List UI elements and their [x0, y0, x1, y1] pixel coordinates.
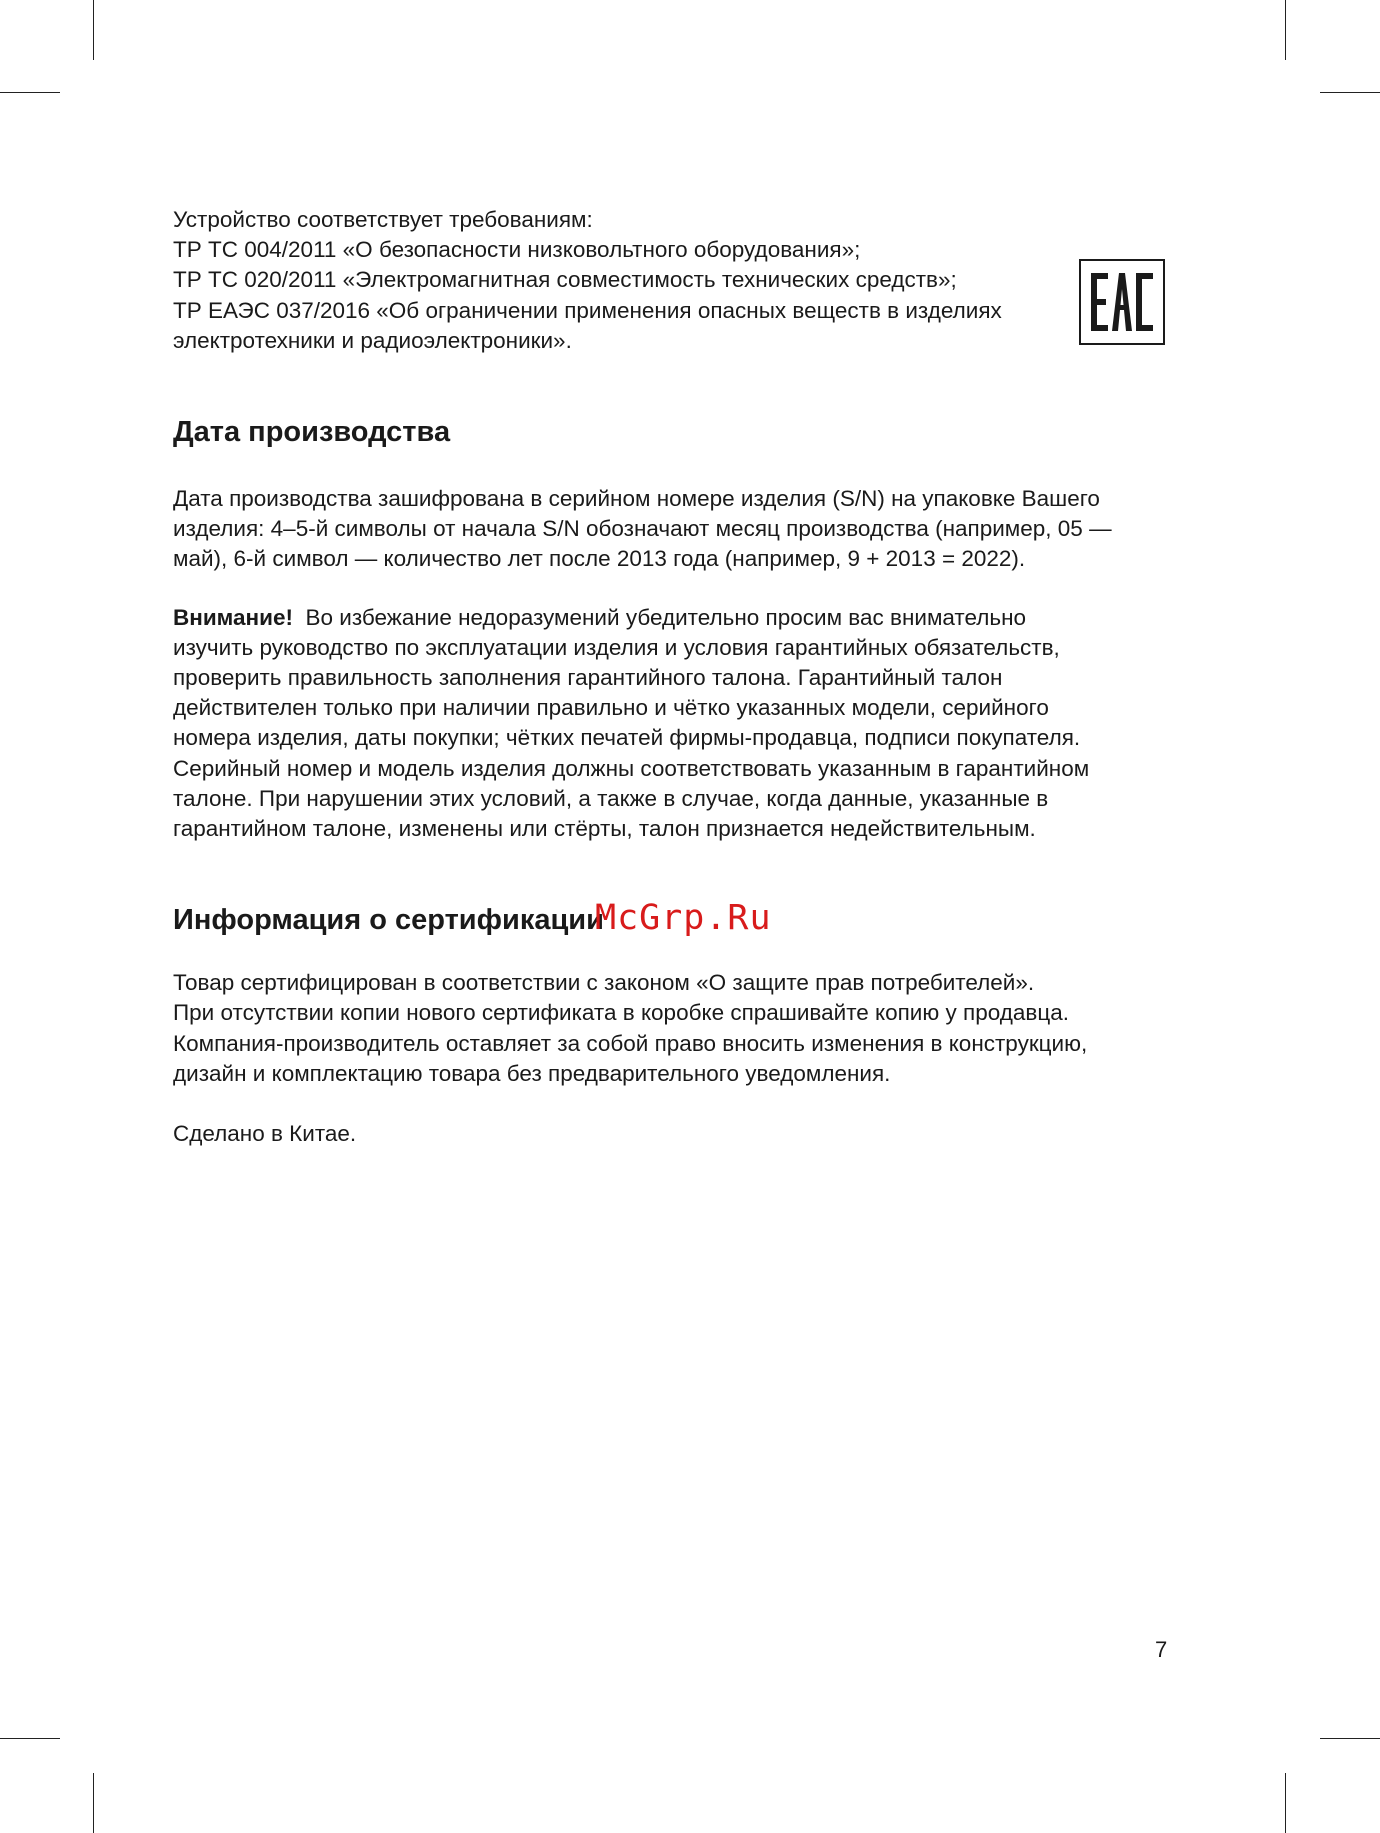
- requirements-line: ТР ТС 004/2011 «О безопасности низковольтного оборудования»;: [173, 237, 861, 263]
- requirements-paragraph: [173, 205, 1173, 356]
- warning-line: изучить руководство по эксплуатации изделия и условия гарантийных обязательств,: [173, 634, 1060, 660]
- made-in-text: Сделано в Китае.: [173, 1121, 357, 1147]
- page-content: [173, 205, 1173, 1149]
- requirements-section: [173, 205, 1173, 356]
- crop-mark-bottom-left-vertical: [93, 1773, 94, 1833]
- warning-line: номера изделия, даты покупки; чётких печатей фирмы-продавца, подписи покупателя.: [173, 725, 1081, 751]
- crop-mark-top-left-horizontal: [0, 92, 60, 93]
- page-number: 7: [1155, 1637, 1168, 1662]
- certification-paragraph: [173, 968, 1173, 1089]
- crop-mark-top-left-vertical: [93, 0, 94, 60]
- certification-line: дизайн и комплектацию товара без предварительного уведомления.: [173, 1060, 891, 1086]
- warning-line: гарантийном талоне, изменены или стёрты, талон признается недействительным.: [173, 816, 1036, 842]
- eac-conformity-mark-icon: [1079, 259, 1165, 345]
- warning-line: проверить правильность заполнения гарантийного талона. Гарантийный талон: [173, 665, 1003, 691]
- requirements-line: Устройство соответствует требованиям:: [173, 207, 593, 232]
- crop-mark-bottom-left-horizontal: [0, 1738, 60, 1739]
- requirements-line: электротехники и радиоэлектроники».: [173, 327, 572, 353]
- certification-line: При отсутствии копии нового сертификата в коробке спрашивайте копию у продавца.: [173, 1000, 1069, 1026]
- warning-first-line: [173, 603, 1173, 633]
- crop-mark-bottom-right-vertical: [1285, 1773, 1286, 1833]
- warning-paragraph: [173, 603, 1173, 845]
- certification-line: Компания-производитель оставляет за собой право вносить изменения в конструкцию,: [173, 1030, 1088, 1056]
- requirements-line: ТР ЕАЭС 037/2016 «Об ограничении применения опасных веществ в изделиях: [173, 297, 1002, 323]
- production-date-paragraph: [173, 484, 1173, 575]
- certification-heading: [173, 898, 1173, 939]
- production-date-heading: Дата производства: [173, 416, 451, 449]
- warning-label: Внимание!: [173, 604, 293, 630]
- crop-mark-bottom-right-horizontal: [1320, 1738, 1380, 1739]
- warning-first-line-text: Во избежание недоразумений убедительно просим вас внимательно: [305, 604, 1027, 630]
- crop-mark-top-right-vertical: [1285, 0, 1286, 60]
- crop-mark-top-right-horizontal: [1320, 92, 1380, 93]
- production-date-line: май), 6-й символ — количество лет после 2013 года (например, 9 + 2013 = 2022).: [173, 546, 1026, 572]
- production-date-line: Дата производства зашифрована в серийном номере изделия (S/N) на упаковке Вашего: [173, 486, 1100, 512]
- certification-line: Товар сертифицирован в соответствии с законом «О защите прав потребителей».: [173, 970, 1035, 996]
- warning-line: Серийный номер и модель изделия должны соответствовать указанным в гарантийном: [173, 755, 1090, 781]
- requirements-line: ТР ТС 020/2011 «Электромагнитная совместимость технических средств»;: [173, 267, 957, 293]
- production-date-line: изделия: 4–5-й символы от начала S/N обозначают месяц производства (например, 05 —: [173, 516, 1112, 542]
- warning-line: талоне. При нарушении этих условий, а также в случае, когда данные, указанные в: [173, 785, 1049, 811]
- certification-heading-text: Информация о сертификации: [173, 904, 604, 937]
- watermark: McGrp.Ru: [595, 898, 772, 939]
- warning-line: действителен только при наличии правильно и чётко указанных модели, серийного: [173, 695, 1049, 721]
